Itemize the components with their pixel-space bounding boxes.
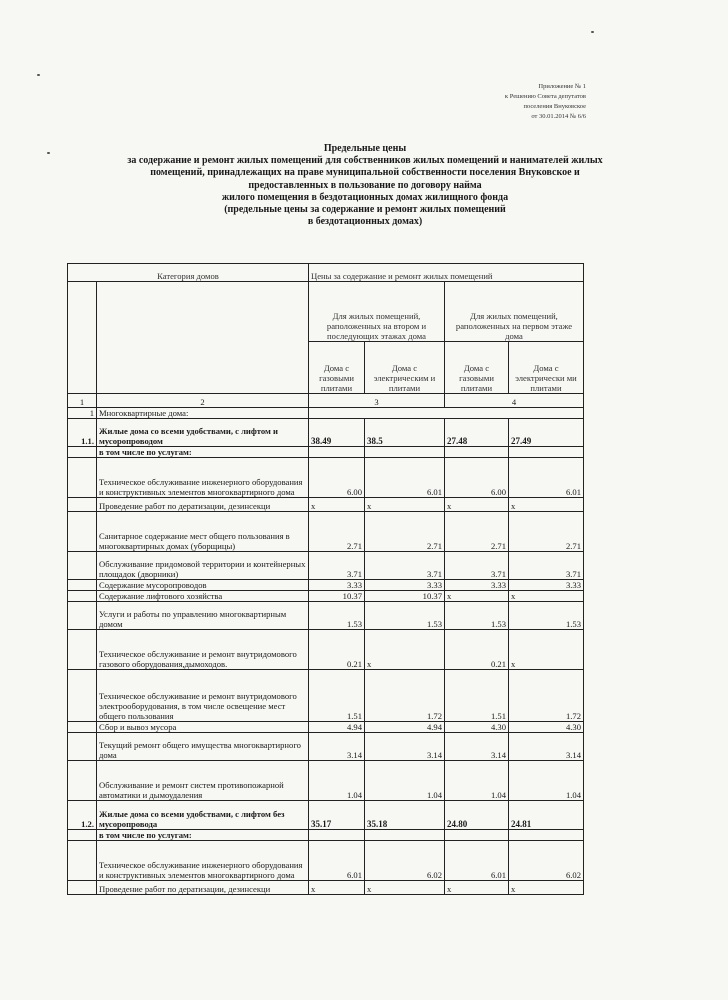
- price-cell: 6.01: [509, 458, 584, 498]
- price-cell: 6.01: [309, 841, 365, 881]
- price-cell: x: [445, 591, 509, 602]
- table-row: [68, 881, 584, 895]
- table-row: [68, 761, 584, 801]
- table-row: [68, 801, 584, 830]
- price-cell: [509, 830, 584, 841]
- price-cell: 3.33: [445, 580, 509, 591]
- price-cell: 1.72: [365, 670, 445, 722]
- table-row: [68, 841, 584, 881]
- price-cell: x: [365, 630, 445, 670]
- price-cell: 3.71: [509, 552, 584, 580]
- row-index: [68, 458, 97, 498]
- price-cell: 1.53: [445, 602, 509, 630]
- header-electric-upper: Дома с электрическим и плитами: [365, 342, 445, 394]
- row-label: Техническое обслуживание инженерного оборудования и конструктивных элементов многоквартирного дома: [97, 458, 309, 498]
- header-category: Категория домов: [68, 264, 309, 282]
- row-index: [68, 591, 97, 602]
- column-number: 3: [309, 394, 445, 408]
- table-row: [68, 722, 584, 733]
- price-cell: 2.71: [365, 512, 445, 552]
- price-cell: 1.04: [309, 761, 365, 801]
- price-cell: 27.49: [509, 419, 584, 447]
- price-cell: 4.94: [309, 722, 365, 733]
- row-label: Обслуживание и ремонт систем противопожарной автоматики и дымоудаления: [97, 761, 309, 801]
- table-row: [68, 630, 584, 670]
- table-row: [68, 591, 584, 602]
- table-row: [68, 419, 584, 447]
- row-label: Проведение работ по дератизации, дезинсекци: [97, 881, 309, 895]
- row-label: в том числе по услугам:: [97, 830, 309, 841]
- header-gas-upper: Дома с газовыми плитами: [309, 342, 365, 394]
- price-cell: 35.18: [365, 801, 445, 830]
- price-cell: 4.94: [365, 722, 445, 733]
- row-index: [68, 670, 97, 722]
- price-cell: 1.53: [509, 602, 584, 630]
- row-index: [68, 498, 97, 512]
- price-cell: 3.14: [365, 733, 445, 761]
- price-cell: 6.02: [365, 841, 445, 881]
- price-cell: 1.04: [509, 761, 584, 801]
- price-cell: 6.00: [445, 458, 509, 498]
- table-row: [68, 830, 584, 841]
- price-cell: 10.37: [365, 591, 445, 602]
- price-cell: 35.17: [309, 801, 365, 830]
- price-cell: x: [309, 881, 365, 895]
- appendix-line: поселения Внуковское: [523, 103, 586, 110]
- column-number: 2: [97, 394, 309, 408]
- appendix-approval-note: [505, 82, 586, 122]
- price-cell: [445, 447, 509, 458]
- price-cell: 1.51: [309, 670, 365, 722]
- header-upper-floors: Для жилых помещений, раположенных на втором и последующих этажах дома: [309, 282, 445, 342]
- header-blank-index: [68, 282, 97, 394]
- price-cell: 0.21: [309, 630, 365, 670]
- price-cell: [365, 447, 445, 458]
- price-cell: x: [509, 498, 584, 512]
- row-label: Жилые дома со всеми удобствами, с лифтом и мусоропроводом: [97, 419, 309, 447]
- price-cell: 1.04: [445, 761, 509, 801]
- row-label: Содержание лифтового хозяйства: [97, 591, 309, 602]
- header-gas-first: Дома с газовыми плитами: [445, 342, 509, 394]
- title-line: предоставленных в пользование по договору найма: [248, 179, 482, 191]
- price-cell: [309, 830, 365, 841]
- title-line: за содержание и ремонт жилых помещений для собственников жилых помещений и нанимателей жилых: [127, 155, 603, 167]
- price-cell: 6.02: [509, 841, 584, 881]
- table-row: [68, 670, 584, 722]
- header-prices: Цены за содержание и ремонт жилых помещений: [309, 264, 584, 282]
- price-cell: 1.04: [365, 761, 445, 801]
- price-cell: 2.71: [445, 512, 509, 552]
- price-cell: x: [509, 591, 584, 602]
- price-cell: 3.33: [365, 580, 445, 591]
- price-cell: x: [445, 498, 509, 512]
- table-row: [68, 733, 584, 761]
- price-cell: 10.37: [309, 591, 365, 602]
- price-cell: 2.71: [309, 512, 365, 552]
- price-cell: x: [365, 881, 445, 895]
- table-row: [68, 498, 584, 512]
- price-cell: 0.21: [445, 630, 509, 670]
- row-index: [68, 512, 97, 552]
- table-row: [68, 552, 584, 580]
- price-cell: 38.49: [309, 419, 365, 447]
- header-blank-label: [97, 282, 309, 394]
- price-cell: 24.80: [445, 801, 509, 830]
- scan-speck: [591, 31, 594, 33]
- header-electric-first: Дома с электрически ми плитами: [509, 342, 584, 394]
- table-row: [68, 512, 584, 552]
- price-cell: 6.01: [365, 458, 445, 498]
- price-cell: 2.71: [509, 512, 584, 552]
- price-cell: 3.71: [365, 552, 445, 580]
- title-line: в бездотационных домах): [307, 216, 423, 228]
- price-cell: 4.30: [445, 722, 509, 733]
- table-row: [68, 580, 584, 591]
- price-cell: 3.33: [309, 580, 365, 591]
- price-cell: x: [365, 498, 445, 512]
- price-cell: 6.01: [445, 841, 509, 881]
- price-cell: 3.14: [445, 733, 509, 761]
- row-label: в том числе по услугам:: [97, 447, 309, 458]
- row-value-empty: [309, 408, 584, 419]
- row-index: [68, 602, 97, 630]
- price-table: [67, 263, 584, 895]
- row-index: [68, 733, 97, 761]
- table-row: [68, 408, 584, 419]
- price-cell: 3.71: [445, 552, 509, 580]
- price-cell: 1.51: [445, 670, 509, 722]
- price-cell: x: [445, 881, 509, 895]
- price-cell: [509, 447, 584, 458]
- row-label: Санитарное содержание мест общего пользования в многоквартирных домах (уборщицы): [97, 512, 309, 552]
- price-cell: 3.14: [309, 733, 365, 761]
- row-label: Жилые дома со всеми удобствами, с лифтом без мусоропровода: [97, 801, 309, 830]
- price-cell: x: [309, 498, 365, 512]
- scan-speck: [37, 74, 40, 76]
- row-index: [68, 580, 97, 591]
- row-index: [68, 552, 97, 580]
- title-line: жилого помещения в бездотационных домах жилищного фонда: [221, 191, 509, 203]
- price-cell: 1.53: [365, 602, 445, 630]
- price-cell: [309, 447, 365, 458]
- row-label: Текущий ремонт общего имущества многоквартирного дома: [97, 733, 309, 761]
- price-cell: 24.81: [509, 801, 584, 830]
- column-number: 1: [68, 394, 97, 408]
- row-label: Техническое обслуживание инженерного оборудования и конструктивных элементов многоквартирного дома: [97, 841, 309, 881]
- table-row: [68, 447, 584, 458]
- row-label: Обслуживание придомовой территории и контейнерных площадок (дворники): [97, 552, 309, 580]
- row-label: Услуги и работы по управлению многоквартирным домом: [97, 602, 309, 630]
- row-index: [68, 447, 97, 458]
- price-cell: x: [509, 881, 584, 895]
- row-index: 1: [68, 408, 97, 419]
- price-cell: 1.53: [309, 602, 365, 630]
- header-first-floor: Для жилых помещений, раположенных на первом этаже дома: [445, 282, 584, 342]
- table-row: [68, 602, 584, 630]
- row-index: 1.1.: [68, 419, 97, 447]
- price-cell: 27.48: [445, 419, 509, 447]
- price-cell: 4.30: [509, 722, 584, 733]
- row-label: Техническое обслуживание и ремонт внутридомового электрооборудования, в том числе освещение мест общего пользования: [97, 670, 309, 722]
- row-index: [68, 761, 97, 801]
- price-cell: x: [509, 630, 584, 670]
- row-label: Содержание мусоропроводов: [97, 580, 309, 591]
- appendix-line: от 30.01.2014 № 6/6: [531, 113, 586, 120]
- price-cell: 1.72: [509, 670, 584, 722]
- row-index: [68, 630, 97, 670]
- row-label: Сбор и вывоз мусора: [97, 722, 309, 733]
- document-title: [40, 143, 690, 228]
- table-row: [68, 458, 584, 498]
- row-label: Проведение работ по дератизации, дезинсекци: [97, 498, 309, 512]
- title-line: Предельные цены: [323, 143, 407, 154]
- price-cell: [445, 830, 509, 841]
- price-cell: 3.14: [509, 733, 584, 761]
- row-index: 1.2.: [68, 801, 97, 830]
- row-label: Техническое обслуживание и ремонт внутридомового газового оборудования,дымоходов.: [97, 630, 309, 670]
- row-label: Многоквартирные дома:: [97, 408, 309, 419]
- row-index: [68, 830, 97, 841]
- title-line: помещений, принадлежащих на праве муниципальной собственности поселения Внуковское и: [150, 167, 580, 179]
- price-cell: 3.71: [309, 552, 365, 580]
- price-cell: 3.33: [509, 580, 584, 591]
- row-index: [68, 881, 97, 895]
- column-number: 4: [445, 394, 584, 408]
- price-cell: [365, 830, 445, 841]
- row-index: [68, 722, 97, 733]
- price-cell: 38.5: [365, 419, 445, 447]
- row-index: [68, 841, 97, 881]
- price-cell: 6.00: [309, 458, 365, 498]
- appendix-line: Приложение № 1: [538, 83, 586, 90]
- title-line: (предельные цены за содержание и ремонт жилых помещений: [224, 204, 506, 216]
- appendix-line: к Решению Совета депутатов: [504, 93, 586, 100]
